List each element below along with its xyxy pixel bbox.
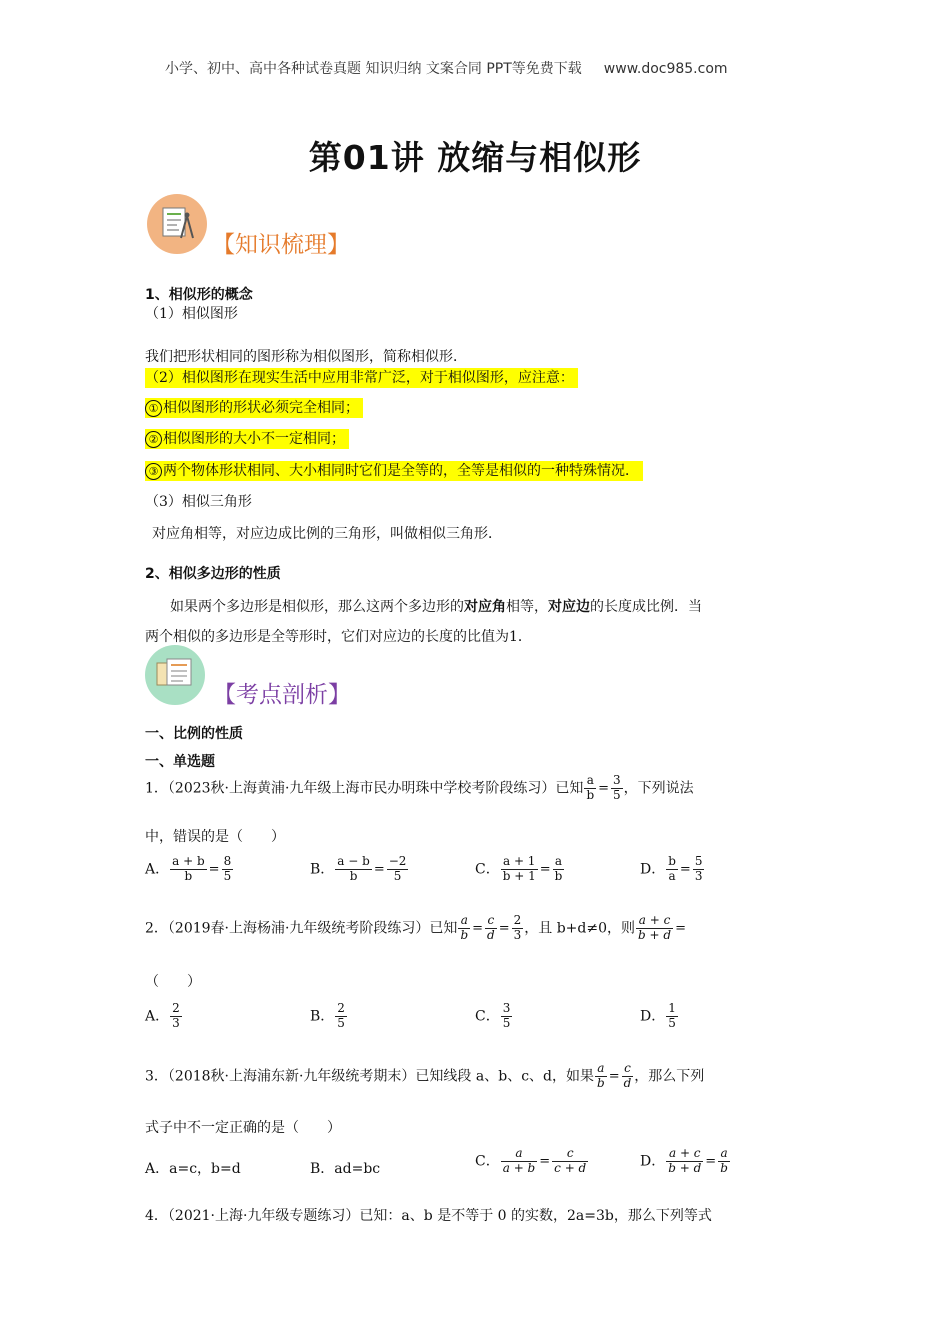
heading-concept: 1、相似形的概念 [145,287,253,303]
header-url[interactable]: www.doc985.com [603,61,728,77]
num-3: ③ [145,463,162,480]
q3-option-c[interactable]: C． $\frac{a}{a + b}$ = $\frac{c}{c + d}$ [475,1146,587,1175]
heading-polygon-property: 2、相似多边形的性质 [145,566,281,582]
documents-icon [145,645,205,705]
q1-option-b[interactable]: B． $\frac{a - b}{b}$ = $\frac{-2}{5}$ [310,854,407,883]
polygon-line-2: 两个相似的多边形是全等形时，它们对应边的长度的比值为1． [145,629,532,645]
definition-text: 我们把形状相同的图形称为相似图形，简称相似形． [145,349,467,365]
q3-option-b[interactable]: B．ad=bc [310,1161,381,1177]
q1-option-d[interactable]: D． $\frac{b}{a}$ = $\frac{5}{3}$ [640,854,703,883]
q4-stem: 4．（2021·上海·九年级专题练习）已知：a、b 是不等于 0 的实数，2a=3b，那么下列等式 [145,1208,712,1224]
num-1: ① [145,400,162,417]
q2-option-d[interactable]: D． $\frac{1}{5}$ [640,1001,676,1030]
page-title: 第01讲 放缩与相似形 [308,138,642,177]
note-3 [145,460,643,480]
note-2-text: 相似图形的大小不一定相同； [163,431,345,447]
q2-paren: （ ） [145,974,201,990]
q2-option-a[interactable]: A． $\frac{2}{3}$ [145,1001,180,1030]
note-intro [145,367,578,387]
note-intro-text: （2）相似图形在现实生活中应用非常广泛，对于相似图形，应注意： [145,368,578,388]
note-1-text: 相似图形的形状必须完全相同； [163,400,359,416]
question-type: 一、单选题 [145,754,215,770]
triangle-definition: 对应角相等，对应边成比例的三角形，叫做相似三角形． [152,526,502,542]
polygon-line-1: 如果两个多边形是相似形，那么这两个多边形的对应角相等，对应边的长度成比例．当 [170,599,702,615]
q2-option-c[interactable]: C． $\frac{3}{5}$ [475,1001,511,1030]
note-3-text: 两个物体形状相同、大小相同时它们是全等的，全等是相似的一种特殊情况． [163,463,639,479]
q2-stem: 2．（2019春·上海杨浦·九年级统考阶段练习）已知 $\frac{a}{b}$ = $\frac{c}{d}$ = $\frac{2}{3}$ ，且 b+d≠0，则 $\frac{a + c}{b + d}$ = [145,913,686,942]
notebook-compass-icon [147,194,207,254]
header-text: 小学、初中、高中各种试卷真题 知识归纳 文案合同 PPT等免费下载 [165,61,582,77]
q1-stem-line2: 中，错误的是（ ） [145,829,285,845]
q3-stem: 3．（2018秋·上海浦东新·九年级统考期末）已知线段 a、b、c、d，如果 $\frac{a}{b}$ = $\frac{c}{d}$ ，那么下列 [145,1061,705,1090]
q1-option-c[interactable]: C． $\frac{a + 1}{b + 1}$ = $\frac{a}{b}$ [475,854,563,883]
q1-given-value: $\frac{3}{5}$ [613,773,621,802]
note-1 [145,397,363,417]
note-2 [145,428,349,448]
q2-option-b[interactable]: B． $\frac{2}{5}$ [310,1001,345,1030]
q1-stem: 1．（2023秋·上海黄浦·九年级上海市民办明珠中学校考阶段练习）已知 $\frac{a}{b}$ = $\frac{3}{5}$ ，下列说法 [145,773,694,802]
part-heading: 一、比例的性质 [145,726,243,742]
num-2: ② [145,431,162,448]
q3-stem-line2: 式子中不一定正确的是（ ） [145,1120,341,1136]
subheading-similar-figures: （1）相似图形 [145,306,238,322]
q1-given-ab: $\frac{a}{b}$ [586,773,595,802]
page-header [165,58,728,78]
subheading-similar-triangles: （3）相似三角形 [145,494,252,510]
section-title-analysis: 【考点剖析】 [213,682,351,708]
q3-option-d[interactable]: D． $\frac{a + c}{b + d}$ = $\frac{a}{b}$ [640,1146,728,1175]
q1-option-a[interactable]: A． $\frac{a + b}{b}$ = $\frac{8}{5}$ [145,854,232,883]
q3-option-a[interactable]: A．a=c，b=d [145,1161,241,1177]
section-title-knowledge: 【知识梳理】 [212,232,350,258]
